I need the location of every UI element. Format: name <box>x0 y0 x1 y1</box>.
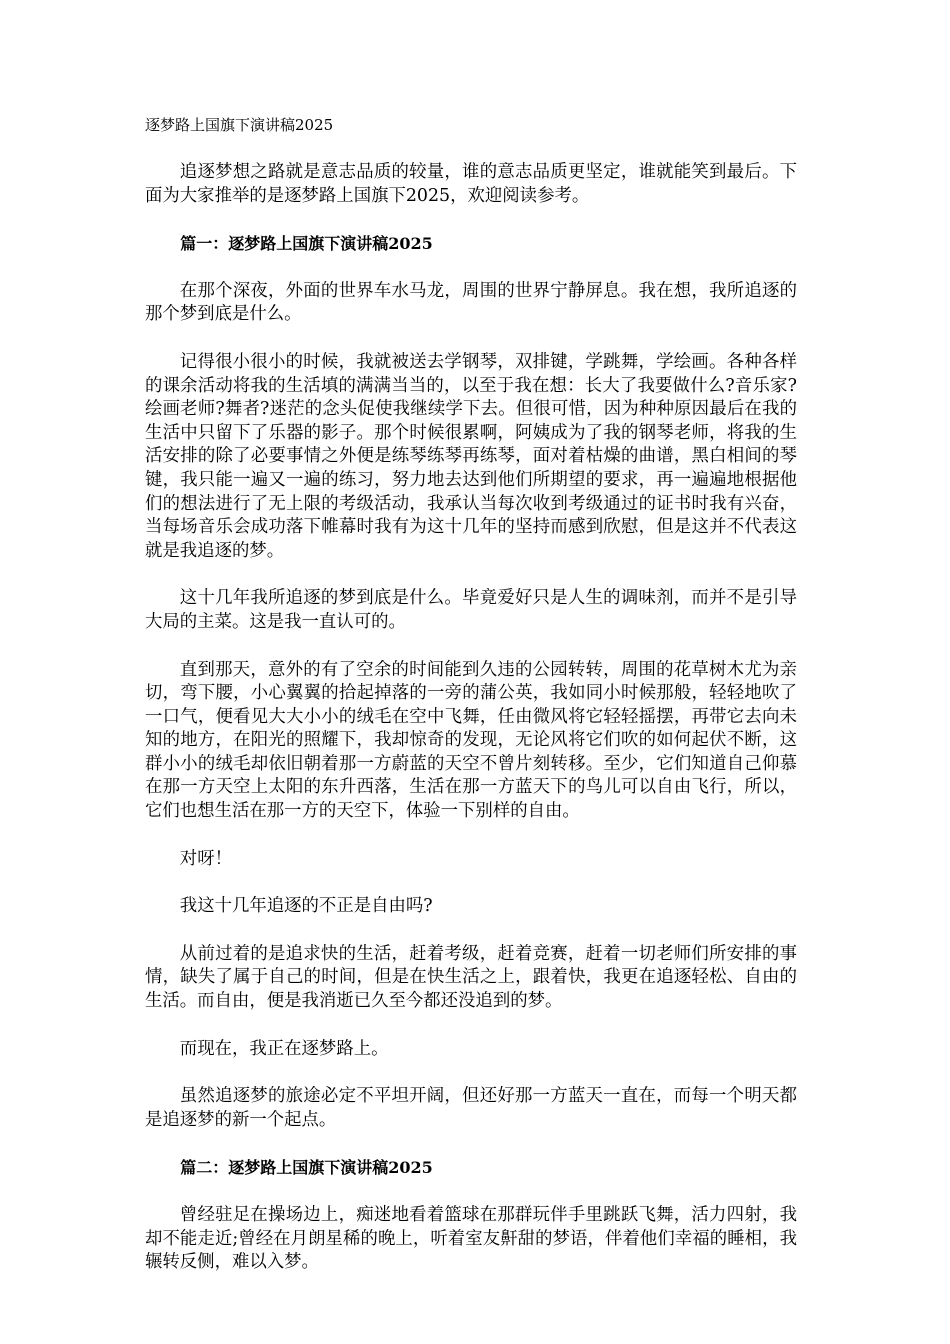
section-1-paragraph: 从前过着的是追求快的生活，赶着考级，赶着竞赛，赶着一切老师们所安排的事情，缺失了属于自己的时间，但是在快生活之上，跟着快，我更在追逐轻松、自由的生活。而自由，便是我消逝已久至今都还没追到的梦。 <box>145 943 797 1012</box>
section-1-heading: 篇一：逐梦路上国旗下演讲稿2025 <box>180 234 433 254</box>
section-1-paragraph: 而现在，我正在逐梦路上。 <box>179 1038 389 1059</box>
section-1-paragraph: 直到那天，意外的有了空余的时间能到久违的公园转转，周围的花草树木尤为亲切，弯下腰，小心翼翼的拾起掉落的一旁的蒲公英，我如同小时候那般，轻轻地吹了一口气，便看见大大小小的绒毛在空中飞舞，任由微风将它轻轻摇摆，再带它去向未知的地方，在阳光的照耀下，我却惊奇的发现，无论风将它们吹的如何起伏不断，这群小小的绒毛却依旧朝着那一方蔚蓝的天空不曾片刻转移。至少，它们知道自己仰慕在那一方天空上太阳的东升西落，生活在那一方蓝天下的鸟儿可以自由飞行，所以，它们也想生活在那一方的天空下，体验一下别样的自由。 <box>145 659 797 822</box>
section-1-paragraph: 我这十几年追逐的不正是自由吗? <box>179 896 433 917</box>
section-1-paragraph: 对呀！ <box>179 848 232 869</box>
section-1-paragraph: 在那个深夜，外面的世界车水马龙，周围的世界宁静屏息。我在想，我所追逐的那个梦到底是什么。 <box>145 280 797 325</box>
section-1-paragraph: 记得很小很小的时候，我就被送去学钢琴，双排键，学跳舞，学绘画。各种各样的课余活动将我的生活填的满满当当的，以至于我在想：长大了我要做什么?音乐家?绘画老师?舞者?迷茫的念头促使我继续学下去。但很可惜，因为种种原因最后在我的生活中只留下了乐器的影子。那个时候很累啊，阿姨成为了我的钢琴老师，将我的生活安排的除了必要事情之外便是练琴练琴再练琴，面对着枯燥的曲谱，黑白相间的琴键，我只能一遍又一遍的练习，努力地去达到他们所期望的要求，再一遍遍地根据他们的想法进行了无上限的考级活动，我承认当每次收到考级通过的证书时我有兴奋，当每场音乐会成功落下帷幕时我有为这十几年的坚持而感到欣慰，但是这并不代表这就是我追逐的梦。 <box>145 351 797 561</box>
section-2-heading: 篇二：逐梦路上国旗下演讲稿2025 <box>180 1158 433 1178</box>
section-2-paragraph: 曾经驻足在操场边上，痴迷地看着篮球在那群玩伴手里跳跃飞舞，活力四射，我却不能走近;曾经在月朗星稀的晚上，听着室友鼾甜的梦语，伴着他们幸福的睡相，我辗转反侧，难以入梦。 <box>145 1205 797 1273</box>
section-1-paragraph: 这十几年我所追逐的梦到底是什么。毕竟爱好只是人生的调味剂，而并不是引导大局的主菜。这是我一直认可的。 <box>145 588 797 632</box>
document-title: 逐梦路上国旗下演讲稿2025 <box>145 116 334 134</box>
document-page <box>145 114 797 1299</box>
intro-paragraph: 追逐梦想之路就是意志品质的较量，谁的意志品质更坚定，谁就能笑到最后。下面为大家推举的是逐梦路上国旗下2025，欢迎阅读参考。 <box>145 162 797 206</box>
section-1-paragraph: 虽然追逐梦的旅途必定不平坦开阔，但还好那一方蓝天一直在，而每一个明天都是追逐梦的新一个起点。 <box>145 1086 797 1130</box>
